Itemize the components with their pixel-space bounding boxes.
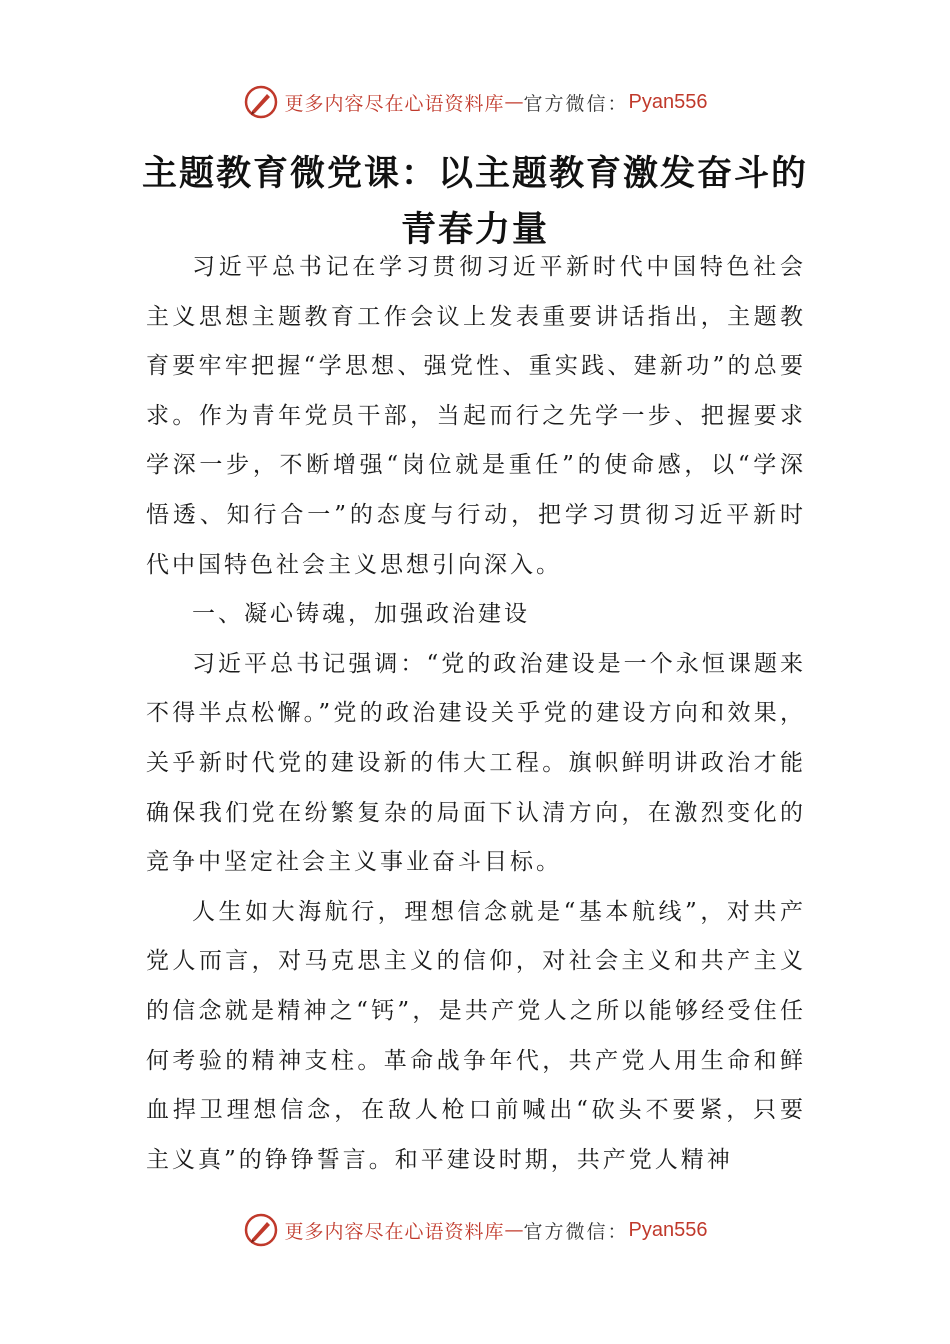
banner-separator: — xyxy=(504,91,524,113)
wechat-label: 官方微信： xyxy=(523,92,629,115)
footer-banner xyxy=(0,1210,950,1250)
document-body xyxy=(146,243,806,1185)
pen-logo-icon xyxy=(243,1212,279,1248)
brand-text: 更多内容尽在心语资料库 xyxy=(284,1220,505,1243)
paragraph-intro: 习近平总书记在学习贯彻习近平新时代中国特色社会主义思想主题教育工作会议上发表重要讲话指出，主题教育要牢牢把握“学思想、强党性、重实践、建新功”的总要求。作为青年党员干部，当起而行之先学一步、把握要求学深一步，不断增强“岗位就是重任”的使命感，以“学深悟透、知行合一”的态度与行动，把学习贯彻习近平新时代中国特色社会主义思想引向深入。 xyxy=(146,254,806,578)
title-line-2: 青春力量 xyxy=(400,210,549,250)
banner-separator: — xyxy=(504,1219,524,1241)
paragraph-ideals: 人生如大海航行，理想信念就是“基本航线”，对共产党人而言，对马克思主义的信仰，对社会主义和共产主义的信念就是精神之“钙”，是共产党人之所以能够经受住任何考验的精神支柱。革命战争年代，共产党人用生命和鲜血捍卫理想信念，在敌人枪口前喊出“砍头不要紧，只要主义真”的铮铮誓言。和平建设时期，共产党人精神 xyxy=(146,898,806,1173)
header-banner xyxy=(0,82,950,122)
wechat-label: 官方微信： xyxy=(523,1220,629,1243)
document-title xyxy=(100,146,850,258)
paragraph-political-building: 习近平总书记强调：“党的政治建设是一个永恒课题来不得半点松懈。”党的政治建设关乎党的建设方向和效果，关乎新时代党的建设新的伟大工程。旗帜鲜明讲政治才能确保我们党在纷繁复杂的局面下认清方向，在激烈变化的竞争中坚定社会主义事业奋斗目标。 xyxy=(146,650,806,876)
pen-logo-icon xyxy=(243,84,279,120)
brand-text: 更多内容尽在心语资料库 xyxy=(284,92,505,115)
wechat-id: Pyan556 xyxy=(628,90,708,113)
title-line-1: 主题教育微党课：以主题教育激发奋斗的 xyxy=(141,154,808,194)
wechat-id: Pyan556 xyxy=(628,1218,708,1241)
section-heading: 一、凝心铸魂，加强政治建设 xyxy=(192,601,530,628)
